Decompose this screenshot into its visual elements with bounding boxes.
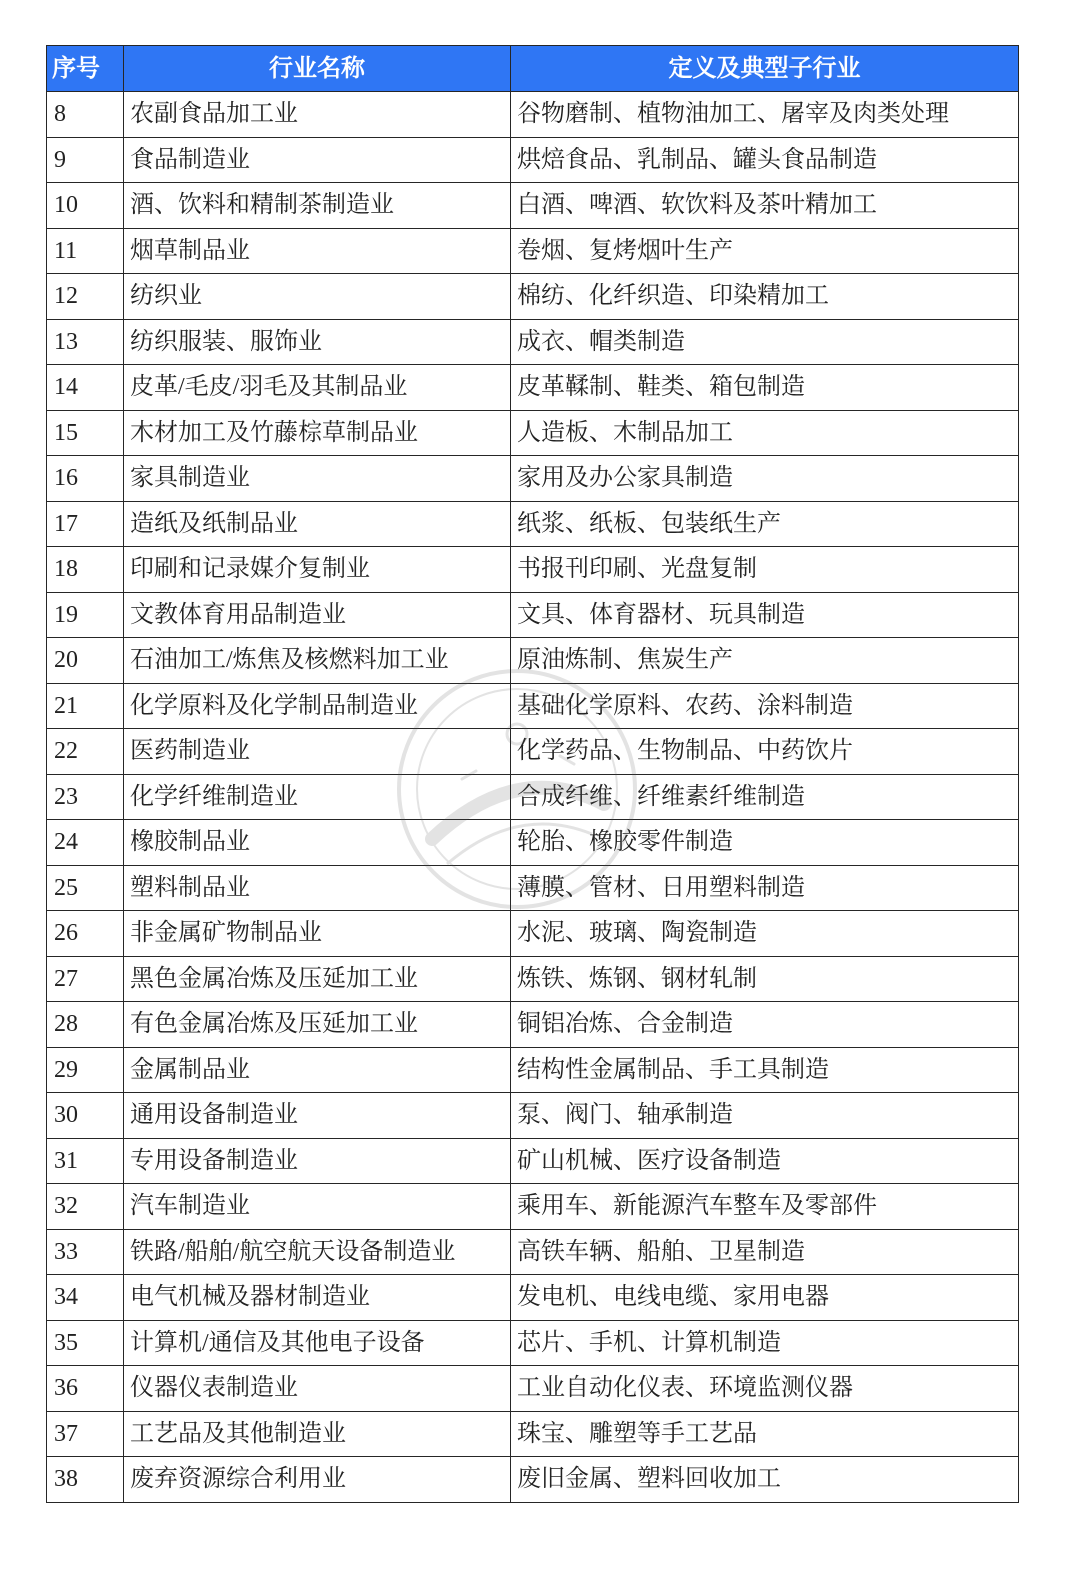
- row-definition: 文具、体育器材、玩具制造: [511, 592, 1019, 638]
- row-definition: 芯片、手机、计算机制造: [511, 1320, 1019, 1366]
- table-row: [47, 410, 1019, 456]
- row-industry-name: 化学纤维制造业: [124, 774, 511, 820]
- row-industry-name: 废弃资源综合利用业: [124, 1457, 511, 1503]
- row-industry-name: 电气机械及器材制造业: [124, 1275, 511, 1321]
- table-row: [47, 183, 1019, 229]
- table-row: [47, 820, 1019, 866]
- row-definition: 薄膜、管材、日用塑料制造: [511, 865, 1019, 911]
- table-row: [47, 1366, 1019, 1412]
- row-definition: 轮胎、橡胶零件制造: [511, 820, 1019, 866]
- row-definition: 化学药品、生物制品、中药饮片: [511, 729, 1019, 775]
- row-serial-number: 27: [47, 956, 124, 1002]
- row-serial-number: 19: [47, 592, 124, 638]
- row-definition: 合成纤维、纤维素纤维制造: [511, 774, 1019, 820]
- row-serial-number: 11: [47, 228, 124, 274]
- table-row: [47, 137, 1019, 183]
- row-definition: 白酒、啤酒、软饮料及茶叶精加工: [511, 183, 1019, 229]
- row-industry-name: 黑色金属冶炼及压延加工业: [124, 956, 511, 1002]
- table-body: [47, 92, 1019, 1503]
- row-industry-name: 家具制造业: [124, 456, 511, 502]
- row-industry-name: 金属制品业: [124, 1047, 511, 1093]
- row-serial-number: 30: [47, 1093, 124, 1139]
- row-definition: 炼铁、炼钢、钢材轧制: [511, 956, 1019, 1002]
- row-industry-name: 工艺品及其他制造业: [124, 1411, 511, 1457]
- table-row: [47, 1047, 1019, 1093]
- row-serial-number: 33: [47, 1229, 124, 1275]
- row-industry-name: 医药制造业: [124, 729, 511, 775]
- row-serial-number: 37: [47, 1411, 124, 1457]
- table-row: [47, 1411, 1019, 1457]
- row-serial-number: 20: [47, 638, 124, 684]
- table-row: [47, 592, 1019, 638]
- row-definition: 皮革鞣制、鞋类、箱包制造: [511, 365, 1019, 411]
- table-row: [47, 1093, 1019, 1139]
- row-serial-number: 29: [47, 1047, 124, 1093]
- table-header-row: [47, 46, 1019, 92]
- row-serial-number: 25: [47, 865, 124, 911]
- row-definition: 谷物磨制、植物油加工、屠宰及肉类处理: [511, 92, 1019, 138]
- row-industry-name: 文教体育用品制造业: [124, 592, 511, 638]
- row-industry-name: 铁路/船舶/航空航天设备制造业: [124, 1229, 511, 1275]
- table-row: [47, 1184, 1019, 1230]
- row-serial-number: 22: [47, 729, 124, 775]
- table-row: [47, 1229, 1019, 1275]
- table-row: [47, 774, 1019, 820]
- table-row: [47, 1002, 1019, 1048]
- row-definition: 泵、阀门、轴承制造: [511, 1093, 1019, 1139]
- row-industry-name: 农副食品加工业: [124, 92, 511, 138]
- row-industry-name: 酒、饮料和精制茶制造业: [124, 183, 511, 229]
- row-industry-name: 纺织服装、服饰业: [124, 319, 511, 365]
- row-definition: 书报刊印刷、光盘复制: [511, 547, 1019, 593]
- row-serial-number: 26: [47, 911, 124, 957]
- row-industry-name: 塑料制品业: [124, 865, 511, 911]
- row-definition: 纸浆、纸板、包装纸生产: [511, 501, 1019, 547]
- row-industry-name: 木材加工及竹藤棕草制品业: [124, 410, 511, 456]
- table-row: [47, 956, 1019, 1002]
- table-row: [47, 1320, 1019, 1366]
- row-industry-name: 印刷和记录媒介复制业: [124, 547, 511, 593]
- row-serial-number: 23: [47, 774, 124, 820]
- row-industry-name: 烟草制品业: [124, 228, 511, 274]
- row-serial-number: 13: [47, 319, 124, 365]
- row-definition: 废旧金属、塑料回收加工: [511, 1457, 1019, 1503]
- row-definition: 矿山机械、医疗设备制造: [511, 1138, 1019, 1184]
- row-serial-number: 15: [47, 410, 124, 456]
- row-serial-number: 36: [47, 1366, 124, 1412]
- row-definition: 高铁车辆、船舶、卫星制造: [511, 1229, 1019, 1275]
- row-industry-name: 非金属矿物制品业: [124, 911, 511, 957]
- table-row: [47, 456, 1019, 502]
- row-serial-number: 14: [47, 365, 124, 411]
- row-serial-number: 38: [47, 1457, 124, 1503]
- row-industry-name: 橡胶制品业: [124, 820, 511, 866]
- row-industry-name: 汽车制造业: [124, 1184, 511, 1230]
- row-serial-number: 32: [47, 1184, 124, 1230]
- header-serial-number: 序号: [47, 46, 124, 92]
- row-definition: 工业自动化仪表、环境监测仪器: [511, 1366, 1019, 1412]
- table-row: [47, 228, 1019, 274]
- row-serial-number: 18: [47, 547, 124, 593]
- row-serial-number: 24: [47, 820, 124, 866]
- row-serial-number: 10: [47, 183, 124, 229]
- row-serial-number: 16: [47, 456, 124, 502]
- table-row: [47, 865, 1019, 911]
- row-serial-number: 17: [47, 501, 124, 547]
- row-industry-name: 造纸及纸制品业: [124, 501, 511, 547]
- row-serial-number: 12: [47, 274, 124, 320]
- table-row: [47, 1457, 1019, 1503]
- row-definition: 人造板、木制品加工: [511, 410, 1019, 456]
- table-row: [47, 1138, 1019, 1184]
- row-industry-name: 石油加工/炼焦及核燃料加工业: [124, 638, 511, 684]
- row-definition: 家用及办公家具制造: [511, 456, 1019, 502]
- table-row: [47, 365, 1019, 411]
- header-industry-name: 行业名称: [124, 46, 511, 92]
- row-definition: 水泥、玻璃、陶瓷制造: [511, 911, 1019, 957]
- row-industry-name: 仪器仪表制造业: [124, 1366, 511, 1412]
- row-definition: 结构性金属制品、手工具制造: [511, 1047, 1019, 1093]
- row-definition: 基础化学原料、农药、涂料制造: [511, 683, 1019, 729]
- row-industry-name: 专用设备制造业: [124, 1138, 511, 1184]
- row-serial-number: 35: [47, 1320, 124, 1366]
- row-definition: 卷烟、复烤烟叶生产: [511, 228, 1019, 274]
- table-row: [47, 274, 1019, 320]
- table-row: [47, 501, 1019, 547]
- row-definition: 棉纺、化纤织造、印染精加工: [511, 274, 1019, 320]
- row-definition: 烘焙食品、乳制品、罐头食品制造: [511, 137, 1019, 183]
- row-definition: 发电机、电线电缆、家用电器: [511, 1275, 1019, 1321]
- row-serial-number: 31: [47, 1138, 124, 1184]
- row-industry-name: 化学原料及化学制品制造业: [124, 683, 511, 729]
- industry-classification-table: [46, 45, 1019, 1503]
- table-row: [47, 683, 1019, 729]
- row-industry-name: 皮革/毛皮/羽毛及其制品业: [124, 365, 511, 411]
- row-industry-name: 通用设备制造业: [124, 1093, 511, 1139]
- table-row: [47, 638, 1019, 684]
- row-definition: 铜铝冶炼、合金制造: [511, 1002, 1019, 1048]
- table-row: [47, 319, 1019, 365]
- table-row: [47, 547, 1019, 593]
- table-row: [47, 911, 1019, 957]
- header-definition-subindustries: 定义及典型子行业: [511, 46, 1019, 92]
- row-serial-number: 8: [47, 92, 124, 138]
- row-serial-number: 28: [47, 1002, 124, 1048]
- row-industry-name: 有色金属冶炼及压延加工业: [124, 1002, 511, 1048]
- table-row: [47, 1275, 1019, 1321]
- row-serial-number: 34: [47, 1275, 124, 1321]
- row-serial-number: 9: [47, 137, 124, 183]
- table-row: [47, 92, 1019, 138]
- row-industry-name: 计算机/通信及其他电子设备: [124, 1320, 511, 1366]
- row-definition: 原油炼制、焦炭生产: [511, 638, 1019, 684]
- row-industry-name: 食品制造业: [124, 137, 511, 183]
- row-industry-name: 纺织业: [124, 274, 511, 320]
- row-serial-number: 21: [47, 683, 124, 729]
- row-definition: 成衣、帽类制造: [511, 319, 1019, 365]
- row-definition: 乘用车、新能源汽车整车及零部件: [511, 1184, 1019, 1230]
- row-definition: 珠宝、雕塑等手工艺品: [511, 1411, 1019, 1457]
- table-row: [47, 729, 1019, 775]
